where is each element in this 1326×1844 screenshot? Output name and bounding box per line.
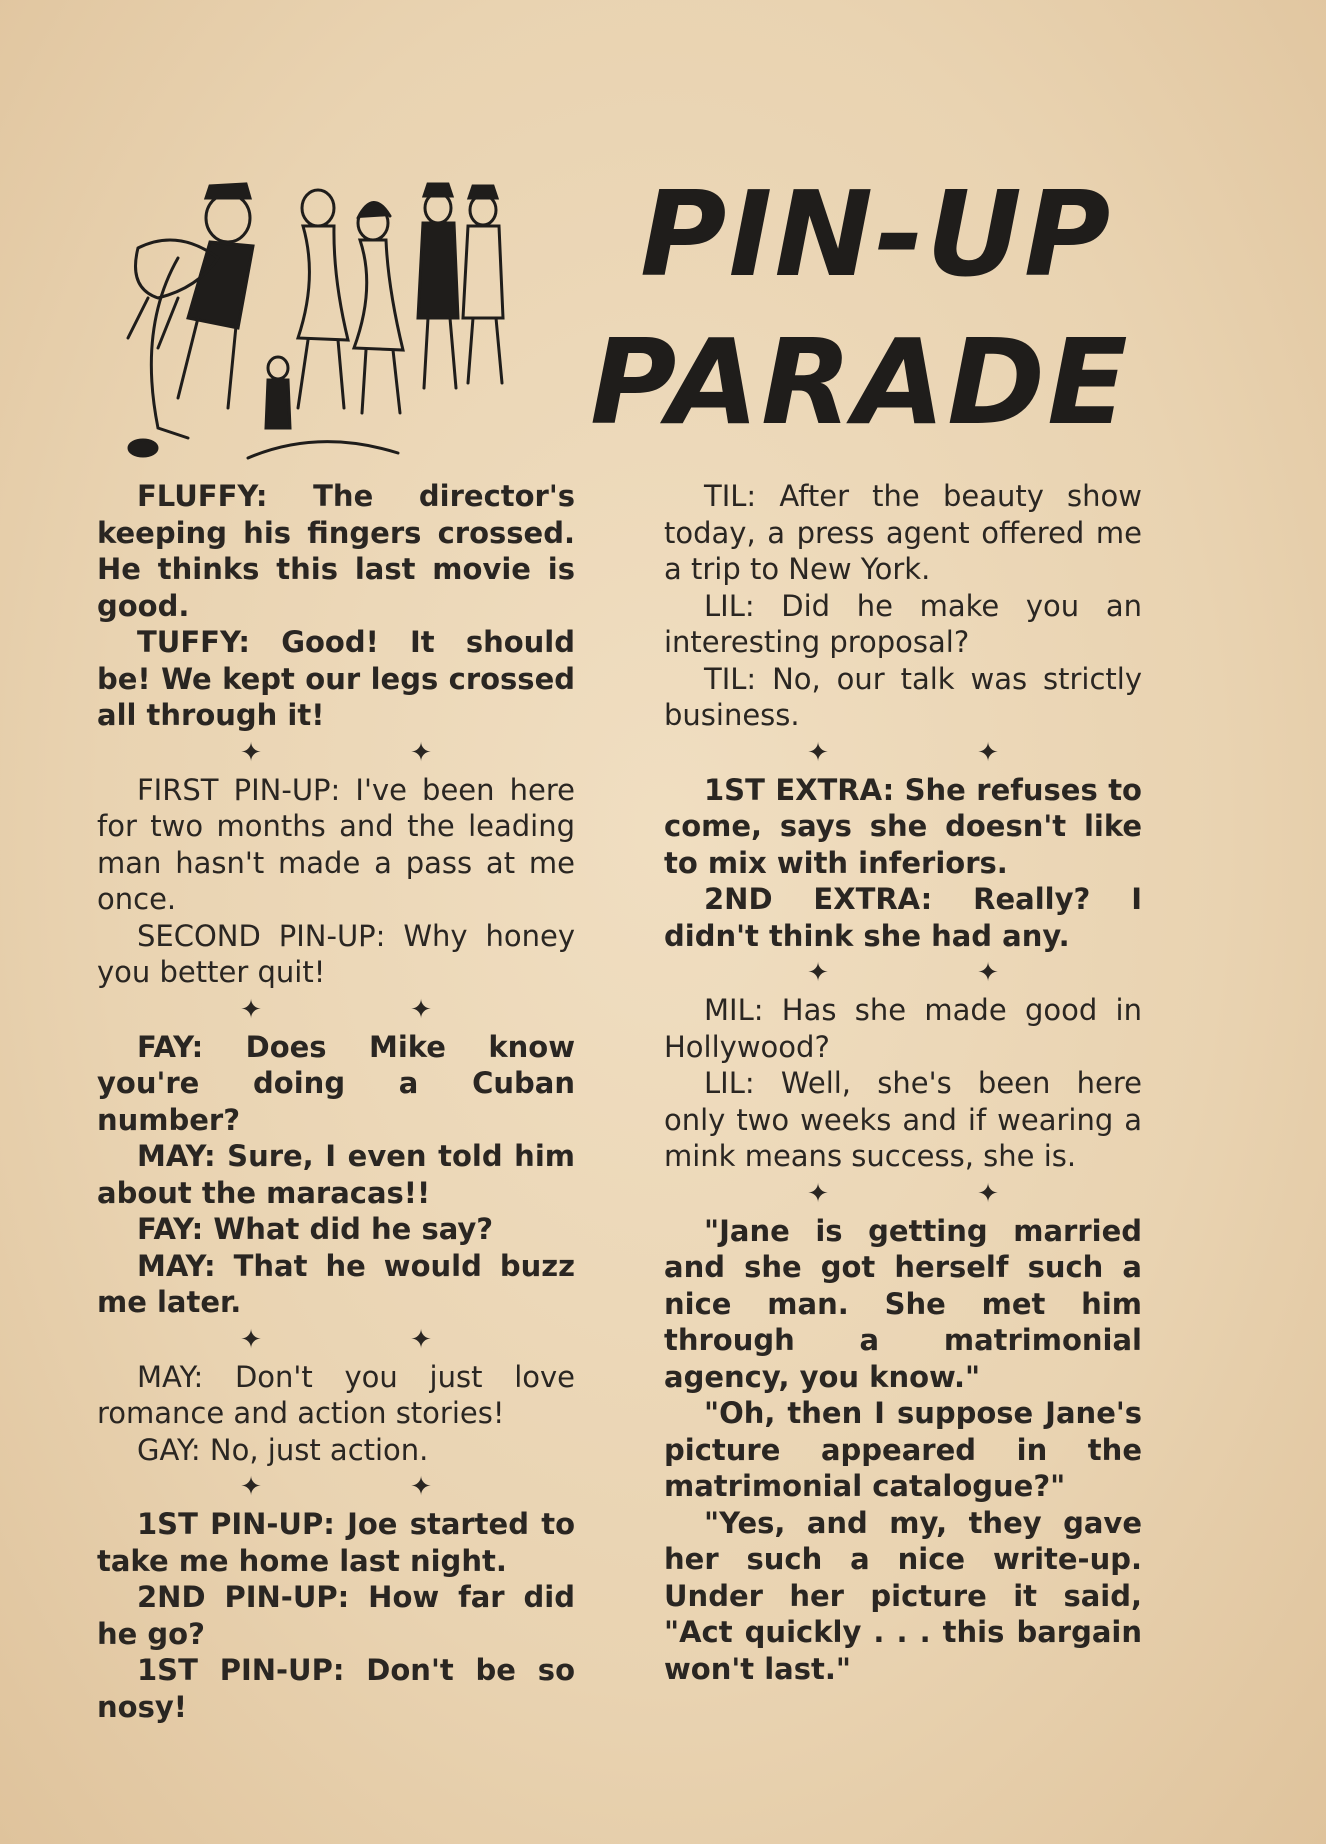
joke-paragraph: FAY: Does Mike know you're doing a Cuban number? <box>97 1029 575 1137</box>
joke-paragraph: TIL: No, our talk was strictly business. <box>664 661 1142 732</box>
title-line-1: PIN-UP <box>640 165 1113 303</box>
joke-paragraph: GAY: No, just action. <box>137 1432 429 1467</box>
title-line-2: PARADE <box>590 313 1130 451</box>
separator-ornament: ✦ ✦ <box>240 1472 502 1502</box>
cartoon-illustration <box>118 168 518 468</box>
separator-ornament: ✦ ✦ <box>807 958 1069 988</box>
page-title <box>590 160 1150 456</box>
joke-paragraph: LIL: Did he make you an interesting proposal? <box>664 588 1142 659</box>
joke-paragraph: 1ST PIN-UP: Don't be so nosy! <box>97 1653 575 1724</box>
joke-paragraph: MAY: Don't you just love romance and action stories! <box>97 1359 575 1430</box>
separator-ornament: ✦ ✦ <box>240 1324 502 1355</box>
joke-paragraph: MAY: Sure, I even told him about the maracas!! <box>97 1139 575 1210</box>
joke-paragraph: FIRST PIN-UP: I've been here for two months and the leading man hasn't made a pass at me once. <box>97 772 575 916</box>
separator-ornament: ✦ ✦ <box>807 1178 1069 1209</box>
separator-ornament: ✦ ✦ <box>240 737 502 768</box>
joke-paragraph: TUFFY: Good! It should be! We kept our legs crossed all through it! <box>97 625 575 732</box>
joke-paragraph: FLUFFY: The director's keeping his fingers crossed. He thinks this last movie is good. <box>97 479 575 623</box>
joke-paragraph: 1ST EXTRA: She refuses to come, says she doesn't like to mix with inferiors. <box>664 772 1142 880</box>
right-column <box>664 478 1142 1687</box>
joke-paragraph: 2ND EXTRA: Really? I didn't think she had any. <box>664 882 1142 953</box>
joke-paragraph: 1ST PIN-UP: Joe started to take me home last night. <box>97 1507 575 1578</box>
joke-paragraph: TIL: After the beauty show today, a press agent offered me a trip to New York. <box>664 479 1142 586</box>
joke-paragraph: MAY: That he would buzz me later. <box>97 1248 575 1319</box>
separator-ornament: ✦ ✦ <box>807 737 1069 768</box>
joke-paragraph: "Yes, and my, they gave her such a nice write-up. Under her picture it said, "Act quickly . . . this bargain won't last." <box>664 1505 1142 1686</box>
joke-paragraph: FAY: What did he say? <box>137 1212 494 1246</box>
joke-paragraph: "Oh, then I suppose Jane's picture appeared in the matrimonial catalogue?" <box>664 1396 1142 1503</box>
joke-paragraph: SECOND PIN-UP: Why honey you better quit! <box>97 918 575 989</box>
joke-paragraph: "Jane is getting married and she got herself such a nice man. She met him through a matrimonial agency, you know." <box>664 1213 1142 1394</box>
left-column <box>97 478 575 1725</box>
joke-paragraph: 2ND PIN-UP: How far did he go? <box>97 1580 575 1651</box>
separator-ornament: ✦ ✦ <box>240 994 502 1025</box>
joke-paragraph: LIL: Well, she's been here only two weeks and if wearing a mink means success, she is. <box>664 1066 1142 1173</box>
joke-paragraph: MIL: Has she made good in Hollywood? <box>664 993 1142 1064</box>
